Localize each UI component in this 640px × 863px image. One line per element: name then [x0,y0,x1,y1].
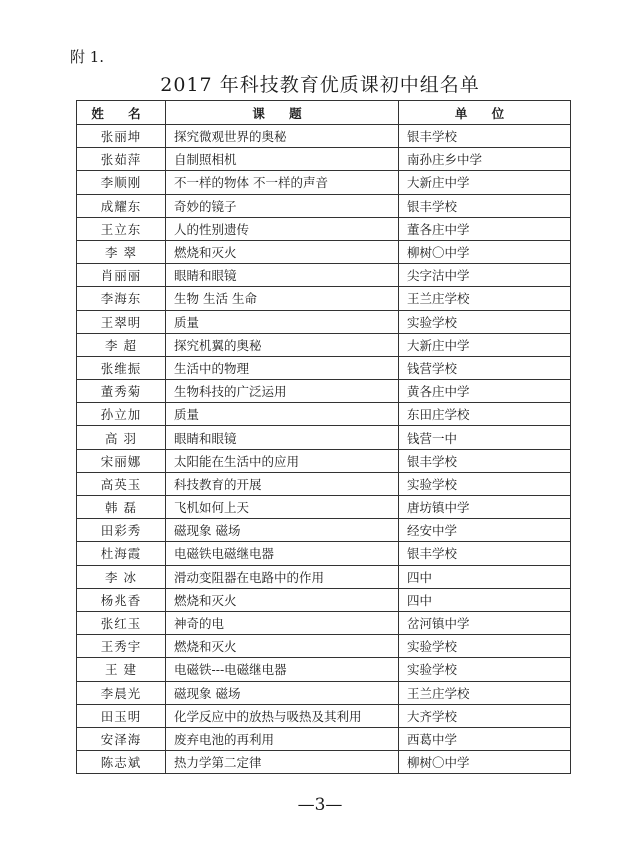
name-cell: 孙立加 [77,403,166,426]
table-row [77,611,571,634]
name-cell: 董秀菊 [77,380,166,403]
header-unit: 单 位 [399,101,571,125]
unit-cell: 西葛中学 [399,727,571,750]
topic-cell: 化学反应中的放热与吸热及其利用 [166,704,399,727]
name-cell: 张维振 [77,356,166,379]
unit-cell: 大齐学校 [399,704,571,727]
topic-cell: 科技教育的开展 [166,472,399,495]
topic-cell: 滑动变阻器在电路中的作用 [166,565,399,588]
table-row [77,148,571,171]
unit-cell: 柳树〇中学 [399,240,571,263]
table-row [77,287,571,310]
unit-cell: 银丰学校 [399,194,571,217]
table-row [77,519,571,542]
topic-cell: 不一样的物体 不一样的声音 [166,171,399,194]
name-cell: 王立东 [77,217,166,240]
name-cell: 张丽坤 [77,125,166,148]
topic-cell: 磁现象 磁场 [166,681,399,704]
table-header-row [77,101,571,125]
table-row [77,658,571,681]
name-cell: 田玉明 [77,704,166,727]
topic-cell: 奇妙的镜子 [166,194,399,217]
topic-cell: 太阳能在生活中的应用 [166,449,399,472]
name-cell: 张红玉 [77,611,166,634]
unit-cell: 柳树〇中学 [399,751,571,774]
unit-cell: 四中 [399,565,571,588]
name-cell: 李海东 [77,287,166,310]
topic-cell: 生物科技的广泛运用 [166,380,399,403]
unit-cell: 黄各庄中学 [399,380,571,403]
name-cell: 王 建 [77,658,166,681]
topic-cell: 神奇的电 [166,611,399,634]
topic-cell: 人的性别遗传 [166,217,399,240]
table-row [77,240,571,263]
unit-cell: 大新庄中学 [399,171,571,194]
table-row [77,125,571,148]
name-cell: 李 冰 [77,565,166,588]
table-row [77,542,571,565]
table-row [77,565,571,588]
name-cell: 宋丽娜 [77,449,166,472]
topic-cell: 生活中的物理 [166,356,399,379]
table-row [77,704,571,727]
name-cell: 李 翠 [77,240,166,263]
topic-cell: 探究机翼的奥秘 [166,333,399,356]
topic-cell: 生物 生活 生命 [166,287,399,310]
topic-cell: 电磁铁---电磁继电器 [166,658,399,681]
table-row [77,194,571,217]
unit-cell: 银丰学校 [399,542,571,565]
unit-cell: 银丰学校 [399,125,571,148]
table-row [77,171,571,194]
unit-cell: 钱营学校 [399,356,571,379]
table-row [77,727,571,750]
unit-cell: 王兰庄学校 [399,287,571,310]
unit-cell: 董各庄中学 [399,217,571,240]
table-row [77,681,571,704]
header-topic: 课 题 [166,101,399,125]
table-row [77,496,571,519]
unit-cell: 实验学校 [399,658,571,681]
table-row [77,310,571,333]
table-row [77,264,571,287]
name-cell: 高英玉 [77,472,166,495]
topic-cell: 废弃电池的再利用 [166,727,399,750]
name-cell: 王秀宇 [77,635,166,658]
name-cell: 安泽海 [77,727,166,750]
unit-cell: 大新庄中学 [399,333,571,356]
unit-cell: 东田庄学校 [399,403,571,426]
table-row [77,217,571,240]
unit-cell: 岔河镇中学 [399,611,571,634]
table-row [77,449,571,472]
name-cell: 田彩秀 [77,519,166,542]
roster-table [76,100,571,774]
topic-cell: 磁现象 磁场 [166,519,399,542]
unit-cell: 钱营一中 [399,426,571,449]
table-row [77,588,571,611]
page-number: —3— [297,795,343,815]
unit-cell: 尖字沽中学 [399,264,571,287]
topic-cell: 质量 [166,310,399,333]
unit-cell: 四中 [399,588,571,611]
name-cell: 杜海霞 [77,542,166,565]
name-cell: 陈志斌 [77,751,166,774]
topic-cell: 电磁铁电磁继电器 [166,542,399,565]
unit-cell: 王兰庄学校 [399,681,571,704]
unit-cell: 南孙庄乡中学 [399,148,571,171]
table-row [77,380,571,403]
name-cell: 成耀东 [77,194,166,217]
unit-cell: 银丰学校 [399,449,571,472]
unit-cell: 实验学校 [399,310,571,333]
name-cell: 李顺刚 [77,171,166,194]
name-cell: 王翠明 [77,310,166,333]
document-title: 2017 年科技教育优质课初中组名单 [160,74,480,96]
unit-cell: 实验学校 [399,472,571,495]
name-cell: 李晨光 [77,681,166,704]
appendix-label: 附 1. [70,48,105,66]
topic-cell: 飞机如何上天 [166,496,399,519]
topic-cell: 质量 [166,403,399,426]
topic-cell: 燃烧和灭火 [166,240,399,263]
topic-cell: 眼睛和眼镜 [166,426,399,449]
table-row [77,751,571,774]
topic-cell: 燃烧和灭火 [166,588,399,611]
name-cell: 高 羽 [77,426,166,449]
name-cell: 肖丽丽 [77,264,166,287]
topic-cell: 眼睛和眼镜 [166,264,399,287]
table-row [77,635,571,658]
unit-cell: 实验学校 [399,635,571,658]
table-row [77,472,571,495]
table-row [77,426,571,449]
topic-cell: 热力学第二定律 [166,751,399,774]
name-cell: 杨兆香 [77,588,166,611]
unit-cell: 唐坊镇中学 [399,496,571,519]
name-cell: 李 超 [77,333,166,356]
name-cell: 张茹萍 [77,148,166,171]
topic-cell: 燃烧和灭火 [166,635,399,658]
unit-cell: 经安中学 [399,519,571,542]
table-row [77,403,571,426]
table-row [77,356,571,379]
table-row [77,333,571,356]
name-cell: 韩 磊 [77,496,166,519]
header-name: 姓 名 [77,101,166,125]
topic-cell: 探究微观世界的奥秘 [166,125,399,148]
topic-cell: 自制照相机 [166,148,399,171]
